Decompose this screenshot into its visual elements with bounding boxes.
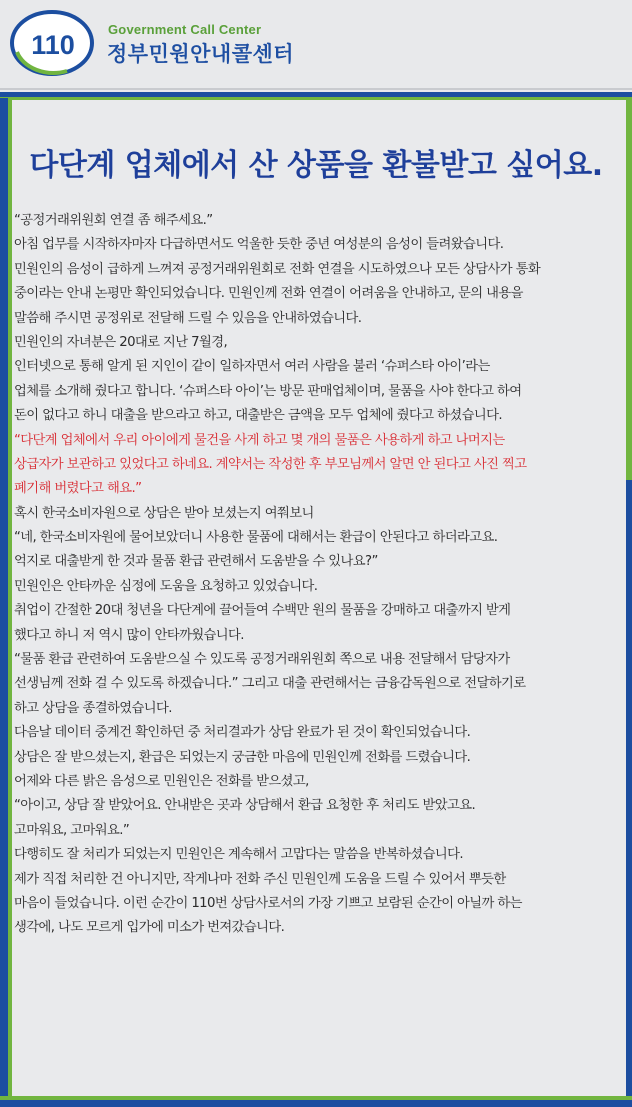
body-text-line: “공정거래위원회 연결 좀 해주세요.” bbox=[14, 213, 213, 228]
body-text-line: 말씀해 주시면 공정위로 전달해 드릴 수 있음을 안내하였습니다. bbox=[14, 310, 362, 326]
body-text-line: 선생님께 전화 걸 수 있도록 하겠습니다.” 그리고 대출 관련해서는 금융감독원으로 전달하기로 bbox=[14, 676, 526, 692]
frame-bottom-blue-bar bbox=[0, 1100, 632, 1107]
brand-english-name: Government Call Center bbox=[108, 22, 262, 37]
body-text-line: 상담은 잘 받으셨는지, 환급은 되었는지 궁금한 마음에 민원인께 전화를 드렸습니다. bbox=[14, 749, 471, 765]
body-text-line: 민원인의 음성이 급하게 느껴져 공정거래위원회로 전화 연결을 시도하였으나 모든 상담사가 통화 bbox=[14, 261, 541, 277]
body-text-line: 제가 직접 처리한 건 아니지만, 작게나마 전화 주신 민원인께 도움을 드릴 수 있어서 뿌듯한 bbox=[14, 871, 506, 887]
body-text-line: 업체를 소개해 줬다고 합니다. ‘슈퍼스타 아이’는 방문 판매업체이며, 물품을 사야 한다고 하여 bbox=[14, 383, 522, 399]
body-text-line: 민원인은 안타까운 심정에 도움을 요청하고 있었습니다. bbox=[14, 578, 318, 594]
call-center-110-logo bbox=[7, 10, 97, 77]
body-text-line: 아침 업무를 시작하자마자 다급하면서도 억울한 듯한 중년 여성분의 음성이 들려왔습니다. bbox=[14, 237, 504, 253]
body-text-line: 억지로 대출받게 한 것과 물품 환급 관련해서 도움받을 수 있나요?” bbox=[14, 554, 378, 570]
body-text-line: 생각에, 나도 모르게 입가에 미소가 번져갔습니다. bbox=[14, 920, 285, 936]
body-text-line: 혹시 한국소비자원으로 상담은 받아 보셨는지 여쭤보니 bbox=[14, 505, 314, 521]
body-text-line: 다음날 데이터 중계건 확인하던 중 처리결과가 상담 완료가 된 것이 확인되었습니다. bbox=[14, 725, 471, 741]
body-text-line: “물품 환급 관련하여 도움받으실 수 있도록 공정거래위원회 쪽으로 내용 전달해서 담당자가 bbox=[14, 652, 510, 668]
body-text-line: “네, 한국소비자원에 물어보았더니 사용한 물품에 대해서는 환급이 안된다고 하더라고요. bbox=[14, 530, 498, 546]
body-text-line: 어제와 다른 밝은 음성으로 민원인은 전화를 받으셨고, bbox=[14, 773, 309, 789]
body-text-line: 인터넷으로 통해 알게 된 지인이 같이 일하자면서 여러 사람을 불러 ‘슈퍼스타 아이’라는 bbox=[14, 359, 490, 375]
body-text-line: 중이라는 안내 논평만 확인되었습니다. 민원인께 전화 연결이 어려움을 안내하고, 문의 내용을 bbox=[14, 286, 523, 302]
body-text-line: 했다고 하니 저 역시 많이 안타까웠습니다. bbox=[14, 627, 244, 643]
highlighted-quote-line: 상급자가 보관하고 있었다고 하네요. 계약서는 작성한 후 부모님께서 알면 안 된다고 사진 찍고 bbox=[14, 456, 527, 472]
frame-left-blue-bar bbox=[0, 98, 8, 1107]
frame-top-green-bar bbox=[0, 97, 632, 100]
body-text-line: 다행히도 잘 처리가 되었는지 민원인은 계속해서 고맙다는 말씀을 반복하셨습니다. bbox=[14, 847, 463, 863]
highlighted-quote-line: “다단계 업체에서 우리 아이에게 물건을 사게 하고 몇 개의 물품은 사용하게 하고 나머지는 bbox=[14, 432, 505, 448]
body-text-line: 고마워요, 고마워요.” bbox=[14, 822, 130, 838]
frame-right-blue-bar bbox=[626, 480, 632, 1096]
body-text-line: 마음이 들었습니다. 이런 순간이 110번 상담사로서의 가장 기쁘고 보람된 순간이 아닐까 하는 bbox=[14, 895, 522, 911]
article-title: 다단계 업체에서 산 상품을 환불받고 싶어요. bbox=[29, 148, 603, 183]
highlighted-quote-line: 폐기해 버렸다고 해요.” bbox=[14, 481, 142, 497]
header bbox=[0, 0, 632, 90]
frame-left-green-bar bbox=[8, 98, 12, 1107]
brand-korean-name: 정부민원안내콜센터 bbox=[107, 42, 295, 66]
body-text-line: 취업이 간절한 20대 청년을 다단계에 끌어들여 수백만 원의 물품을 강매하고 대출까지 받게 bbox=[14, 603, 511, 619]
body-text-line: 돈이 없다고 하니 대출을 받으라고 하고, 대출받은 금액을 모두 업체에 줬다고 하셨습니다. bbox=[14, 408, 502, 424]
article-body bbox=[14, 209, 618, 941]
logo-number: 110 bbox=[31, 30, 75, 60]
body-text-line: 민원인의 자녀분은 20대로 지난 7월경, bbox=[14, 334, 228, 350]
body-text-line: “아이고, 상담 잘 받았어요. 안내받은 곳과 상담해서 환급 요청한 후 처리도 받았고요. bbox=[14, 798, 476, 814]
body-text-line: 하고 상담을 종결하였습니다. bbox=[14, 700, 172, 716]
